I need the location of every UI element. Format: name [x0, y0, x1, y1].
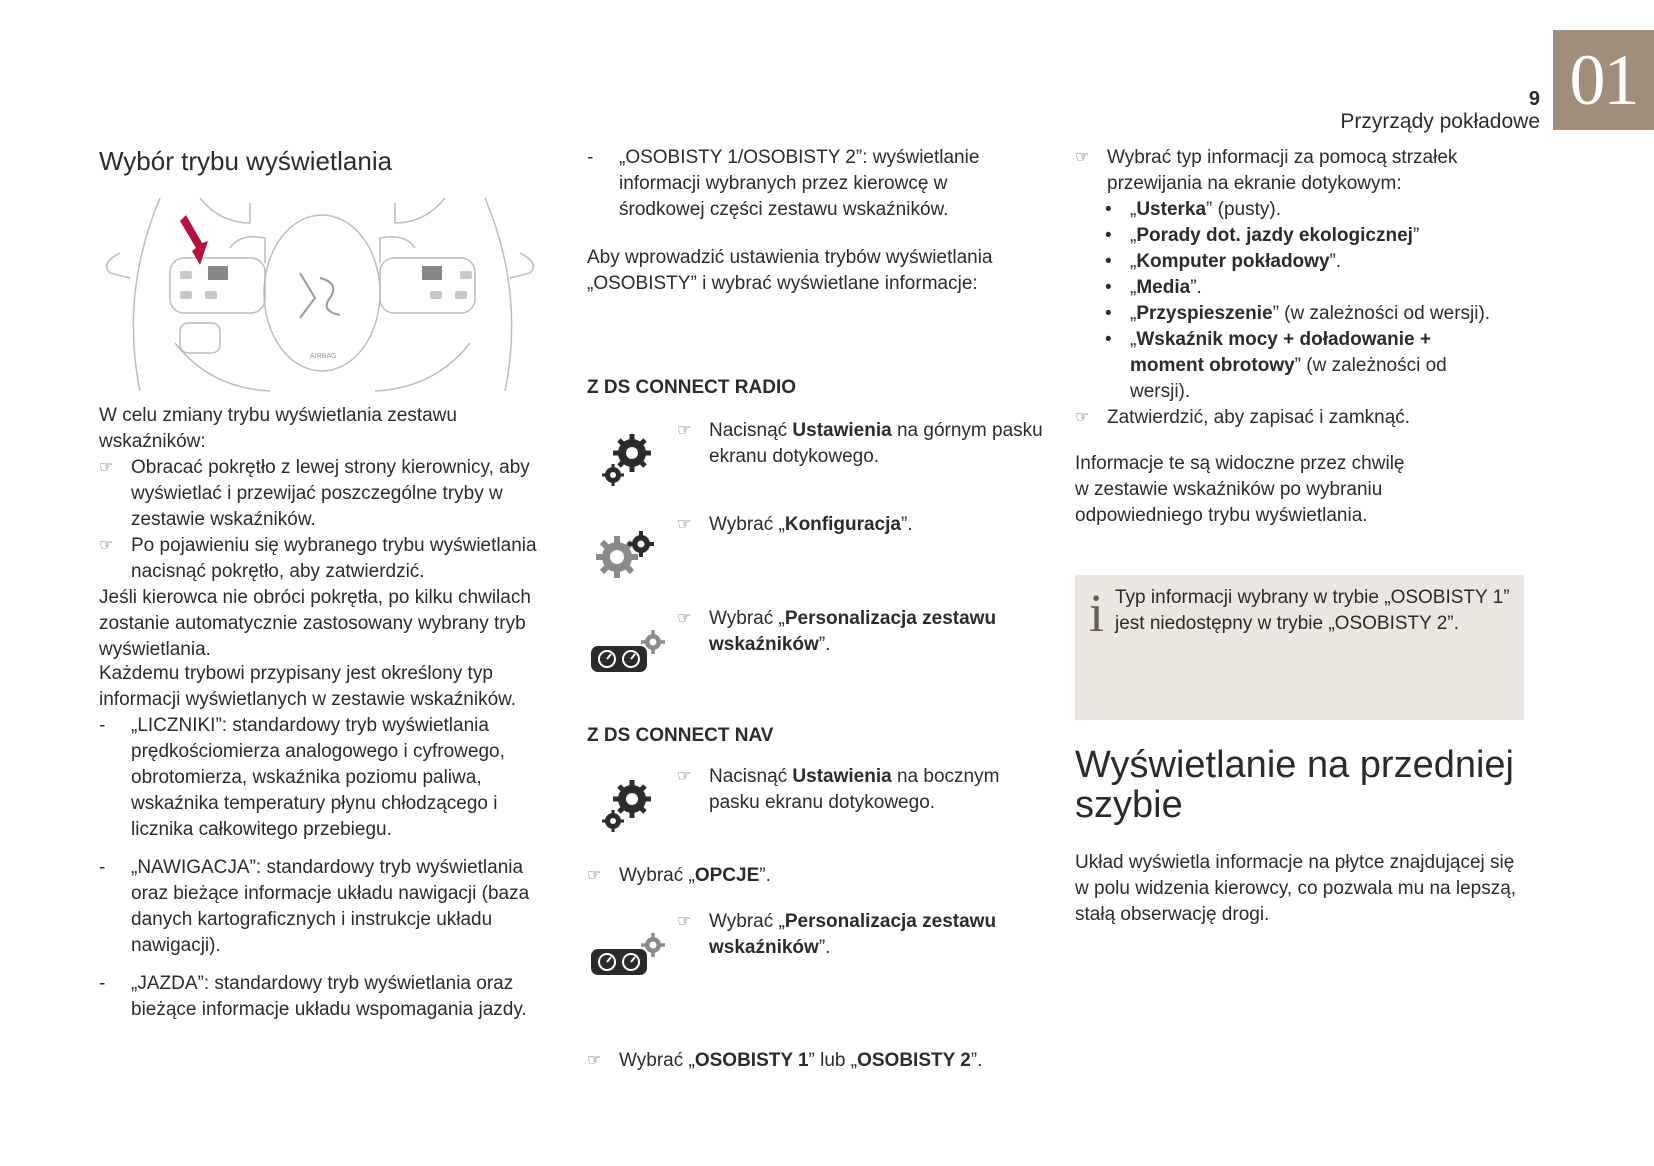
nav-step-personalization — [587, 909, 1027, 999]
option-item: • „Komputer pokładowy”. — [1105, 251, 1342, 272]
radio-step-personalization — [587, 606, 1027, 696]
column-1 — [99, 145, 559, 177]
radio-heading: Z DS CONNECT RADIO — [587, 377, 796, 398]
note-text: Informacje te są widoczne przez chwilę w zestawie wskaźników po wybraniu odpowiedniego trybu wyświetlania. — [1075, 453, 1405, 526]
step-text: ☞ Wybrać „Konfiguracja”. — [677, 514, 913, 535]
paragraph: Każdemu trybowi przypisany jest określony typ informacji wyświetlanych w zestawie wskaźników. — [99, 663, 517, 710]
option-item: • „Wskaźnik mocy + doładowanie + moment obrotowy” (w zależności od wersji). — [1105, 329, 1447, 402]
radio-step-settings — [587, 418, 1043, 508]
option-item: • „Porady dot. jazdy ekologicznej” — [1105, 225, 1420, 246]
nav-step-options: ☞ Wybrać „OPCJE”. — [587, 865, 771, 886]
column-2 — [587, 145, 1027, 297]
step-text: ☞ Wybrać „Personalizacja zestawu wskaźników”. — [677, 608, 997, 655]
mode-item: - „LICZNIKI”: standardowy tryb wyświetlania prędkościomierza analogowego i cyfrowego, obrotomierza, wskaźnika poziomu paliwa, wskaźnika temperatury płynu chłodzącego i licznika całkowitego przebiegu. — [99, 715, 505, 840]
list-item: ☞ Obracać pokrętło z lewej strony kierownicy, aby wyświetlać i przewijać poszczególne tryby w zestawie wskaźników. — [99, 457, 530, 530]
column-1-body — [99, 403, 559, 1023]
configuration-icon — [587, 512, 677, 592]
intro-text: Aby wprowadzić ustawienia trybów wyświetlania „OSOBISTY” i wybrać wyświetlane informacje: — [587, 247, 993, 294]
paragraph: Jeśli kierowca nie obróci pokrętła, po kilku chwilach zostanie automatycznie zastosowany wybrany tryb wyświetlania. — [99, 587, 531, 660]
radio-step-config — [587, 512, 1027, 602]
mode-item: - „OSOBISTY 1/OSOBISTY 2”: wyświetlanie informacji wybranych przez kierowcę w środkowej części zestawu wskaźników. — [587, 147, 980, 220]
info-box — [1075, 575, 1524, 720]
instrument-cluster-icon — [587, 909, 677, 989]
settings-icon — [587, 764, 677, 844]
page-number: 9 — [1528, 88, 1540, 110]
list-item: ☞ Po pojawieniu się wybranego trybu wyświetlania nacisnąć pokrętło, aby zatwierdzić. — [99, 535, 537, 582]
section-heading: Wybór trybu wyświetlania — [99, 146, 393, 176]
info-icon: i — [1089, 583, 1105, 643]
step-text: ☞ Nacisnąć Ustawienia na bocznym pasku ekranu dotykowego. — [677, 766, 1000, 813]
nav-step-settings — [587, 764, 1027, 854]
list-item: ☞ Wybrać typ informacji za pomocą strzałek przewijania na ekranie dotykowym: — [1075, 147, 1458, 194]
mode-item: - „JAZDA”: standardowy tryb wyświetlania oraz bieżące informacje układu wspomagania jazdy. — [99, 973, 527, 1020]
body-text: Układ wyświetla informacje na płytce znajdującej się w polu widzenia kierowcy, co pozwala mu na lepszą, stałą obserwację drogi. — [1075, 852, 1517, 925]
airbag-label: AIRBAG — [310, 353, 337, 360]
option-item: • „Usterka” (pusty). — [1105, 199, 1281, 220]
section-title: Wyświetlanie na przedniej szybie — [1075, 744, 1514, 826]
step-text: ☞ Nacisnąć Ustawienia na górnym pasku ekranu dotykowego. — [677, 420, 1043, 467]
list-item: ☞ Zatwierdzić, aby zapisać i zamknąć. — [1075, 407, 1411, 428]
option-item: • „Media”. — [1105, 277, 1202, 298]
chapter-tab: 01 — [1553, 30, 1654, 130]
chapter-title: Przyrządy pokładowe — [1340, 110, 1540, 133]
steering-wheel-illustration — [100, 193, 540, 393]
column-3 — [1075, 145, 1535, 529]
final-step: ☞ Wybrać „OSOBISTY 1” lub „OSOBISTY 2”. — [587, 1050, 983, 1071]
intro-text: W celu zmiany trybu wyświetlania zestawu wskaźników: — [99, 405, 457, 452]
settings-icon — [587, 418, 677, 498]
nav-heading: Z DS CONNECT NAV — [587, 725, 774, 746]
step-text: ☞ Wybrać „Personalizacja zestawu wskaźników”. — [677, 911, 997, 958]
info-text: Typ informacji wybrany w trybie „OSOBISTY 1” jest niedostępny w trybie „OSOBISTY 2”. — [1115, 587, 1510, 634]
option-item: • „Przyspieszenie” (w zależności od wersji). — [1105, 303, 1491, 324]
mode-item: - „NAWIGACJA”: standardowy tryb wyświetlania oraz bieżące informacje układu nawigacji (baza danych kartograficznych i instrukcje układu nawigacji). — [99, 857, 530, 956]
instrument-cluster-icon — [587, 606, 677, 686]
